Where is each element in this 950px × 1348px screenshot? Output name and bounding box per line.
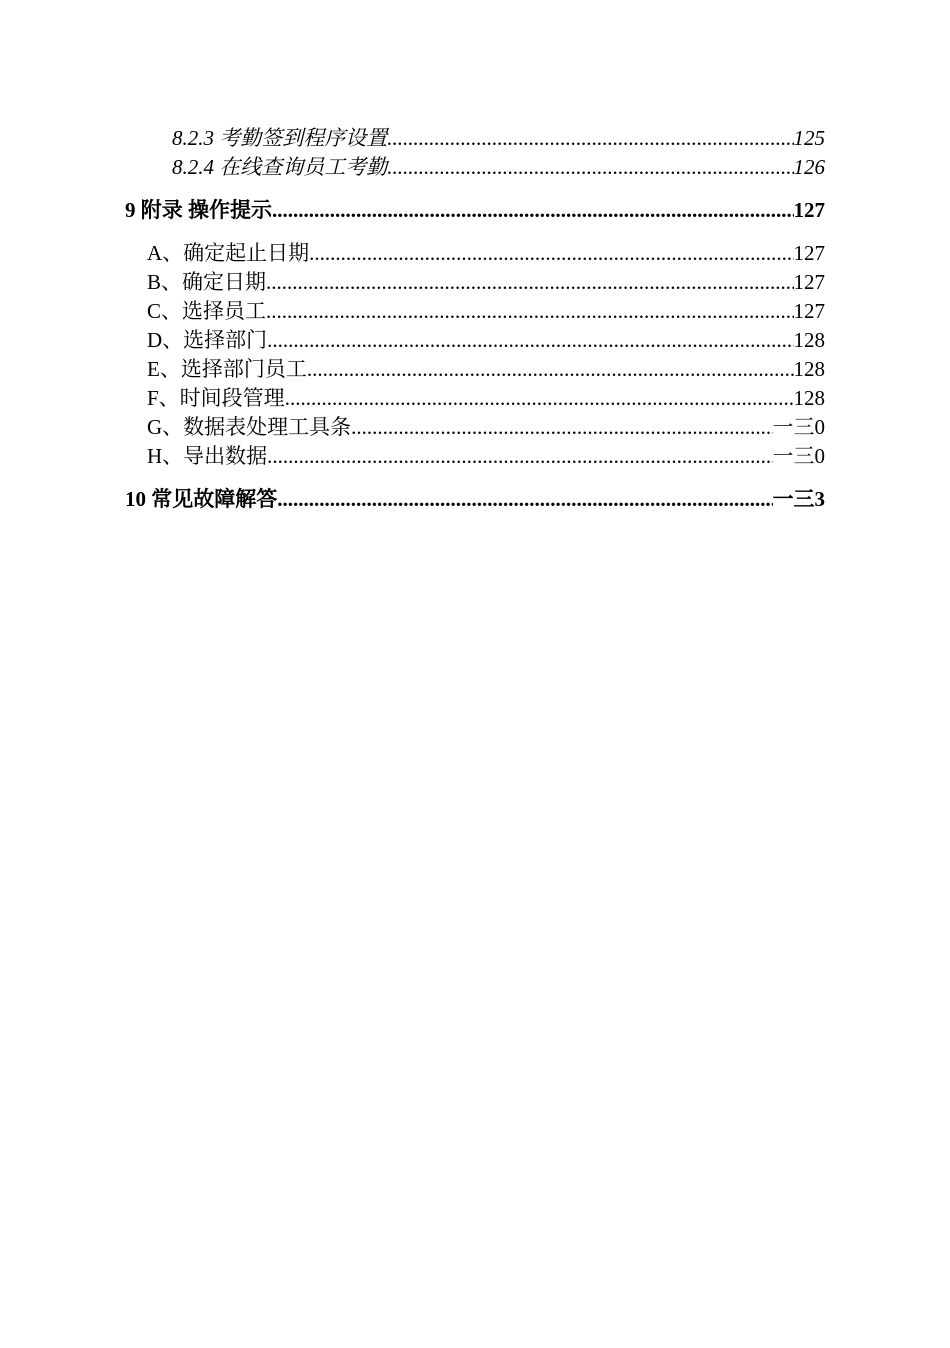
toc-dot-leader (277, 485, 772, 513)
toc-entry-e[interactable] (147, 355, 825, 383)
toc-entry-page: 126 (793, 155, 825, 179)
toc-entry-page: 128 (793, 357, 825, 381)
toc-entry-page: 一三0 (772, 444, 825, 468)
toc-entry-title: 9 附录 操作提示 (125, 198, 272, 222)
toc-dot-leader (266, 268, 793, 296)
toc-entry-title: A、确定起止日期 (147, 241, 310, 265)
toc-entry-chapter-10[interactable] (125, 485, 825, 513)
toc-entry-page: 127 (793, 299, 825, 323)
toc-dot-leader (387, 153, 793, 181)
toc-entry-title: 8.2.4 在线查询员工考勤 (172, 155, 388, 179)
toc-entry-title: E、选择部门员工 (147, 357, 307, 381)
toc-entry-page: 128 (793, 386, 825, 410)
toc-entry-title: 8.2.3 考勤签到程序设置 (172, 126, 388, 150)
toc-dot-leader (309, 239, 793, 267)
toc-entry-chapter-9[interactable] (125, 196, 825, 224)
toc-entry-page: 128 (793, 328, 825, 352)
toc-entry-title: F、时间段管理 (147, 386, 285, 410)
toc-entry-g[interactable] (147, 413, 825, 441)
toc-dot-leader (267, 326, 793, 354)
toc-dot-leader (266, 297, 793, 325)
toc-entry-page: 127 (793, 198, 825, 222)
toc-entry-h[interactable] (147, 442, 825, 470)
toc-entry-c[interactable] (147, 297, 825, 325)
toc-entry-page: 127 (793, 270, 825, 294)
toc-entry-title: C、选择员工 (147, 299, 267, 323)
toc-entry-title: 10 常见故障解答 (125, 487, 278, 511)
toc-dot-leader (272, 196, 794, 224)
toc-entry-title: G、数据表处理工具条 (147, 415, 352, 439)
toc-dot-leader (267, 442, 772, 470)
toc-entry-8-2-3[interactable] (172, 124, 825, 152)
toc-entry-a[interactable] (147, 239, 825, 267)
toc-entry-page: 一三0 (772, 415, 825, 439)
toc-entry-page: 127 (793, 241, 825, 265)
toc-dot-leader (387, 124, 793, 152)
toc-entry-page: 125 (793, 126, 825, 150)
toc-entry-title: B、确定日期 (147, 270, 267, 294)
toc-entry-f[interactable] (147, 384, 825, 412)
toc-dot-leader (307, 355, 794, 383)
toc-entry-page: 一三3 (772, 487, 825, 511)
toc-dot-leader (351, 413, 772, 441)
toc-entry-8-2-4[interactable] (172, 153, 825, 181)
toc-entry-d[interactable] (147, 326, 825, 354)
toc-entry-title: D、选择部门 (147, 328, 268, 352)
toc-entry-title: H、导出数据 (147, 444, 268, 468)
toc-dot-leader (285, 384, 794, 412)
toc-entry-b[interactable] (147, 268, 825, 296)
